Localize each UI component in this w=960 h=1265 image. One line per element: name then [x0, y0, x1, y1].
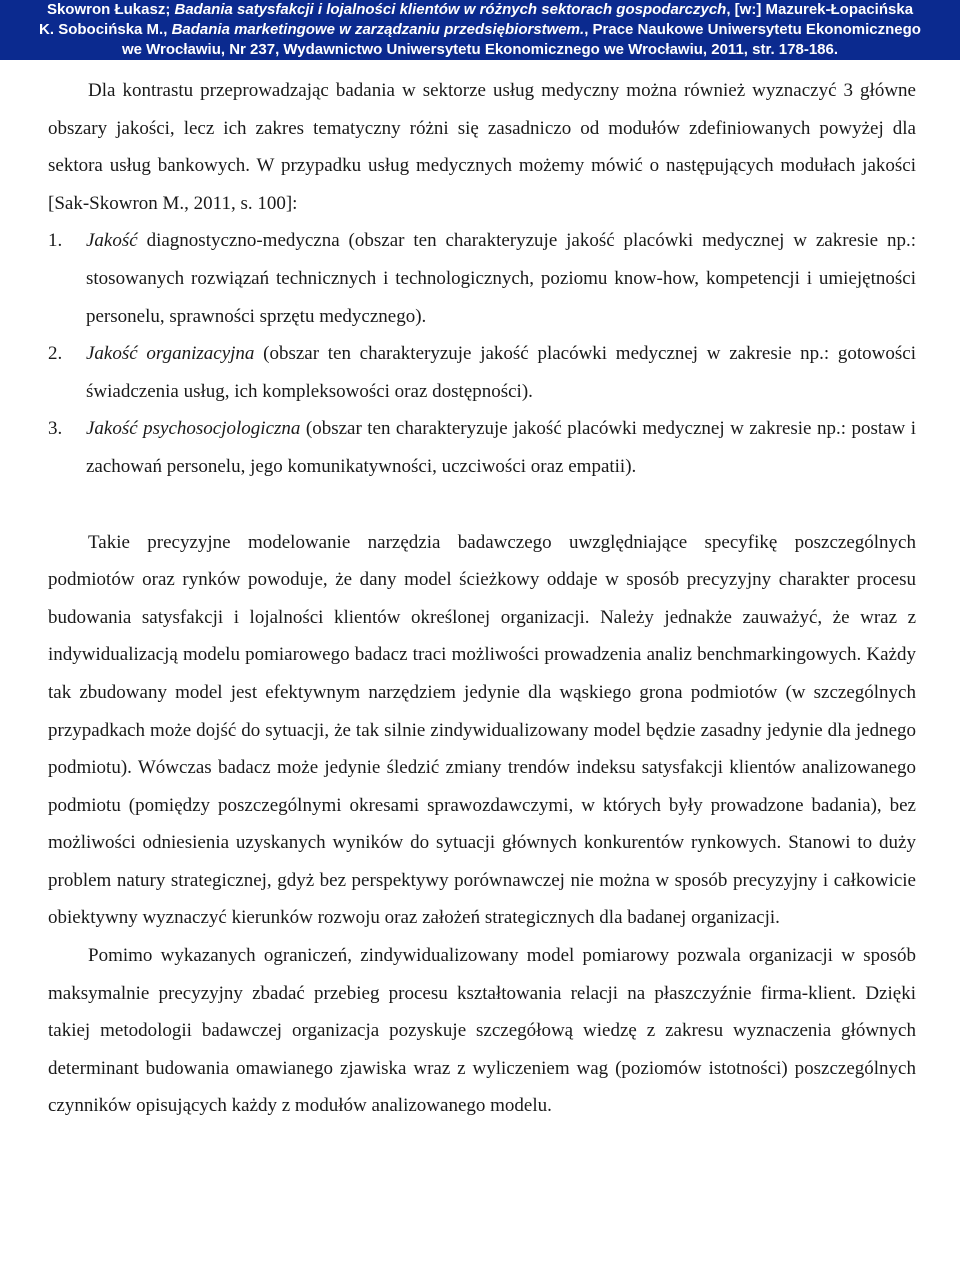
list-item: 1. Jakość diagnostyczno-medyczna (obszar ten charakteryzuje jakość placówki medycznej w zakresie np.: stosowanych rozwiązań technicznych i technologicznych, poziomu know-how, kompetencji i umiejętności personelu, sprawności sprzętu medycznego).: [48, 230, 916, 327]
list-item-term: Jakość: [86, 230, 138, 252]
citation-line-3: we Wrocławiu, Nr 237, Wydawnictwo Uniwersytetu Ekonomicznego we Wrocławiu, 2011, str. 178-186.: [121, 41, 839, 58]
quality-modules-list: [48, 222, 916, 485]
body-paragraph-3: Pomimo wykazanych ograniczeń, zindywidualizowany model pomiarowy pozwala organizacji w sposób maksymalnie precyzyjny zbadać przebieg procesu kształtowania relacji na płaszczyźnie firma-klient. Dzięki takiej metodologii badawczej organizacja pozyskuje szczegółową wiedzę z zakresu wyznaczenia głównych determinant budowania omawianego zjawiska wraz z wyliczeniem wag (poziomów istotności) poszczególnych czynników opisujących każdy z modułów analizowanego modelu.: [48, 945, 916, 1117]
list-item-term: Jakość psychosocjologiczna: [86, 418, 301, 440]
list-item-text: (obszar ten charakteryzuje jakość placówki medycznej w zakresie np.: gotowości świadczenia usług, ich kompleksowości oraz dostępności).: [86, 343, 917, 402]
citation-header: [0, 0, 960, 60]
spacer: [48, 486, 916, 524]
citation-line-1: Skowron Łukasz; Badania satysfakcji i lojalności klientów w różnych sektorach gospodarczych, [w:] Mazurek-Łopacińska: [46, 1, 914, 18]
list-item: 3. Jakość psychosocjologiczna (obszar ten charakteryzuje jakość placówki medycznej w zakresie np.: postaw i zachowań personelu, jego komunikatywności, uczciwości oraz empatii).: [48, 418, 917, 477]
list-item-text: (obszar ten charakteryzuje jakość placówki medycznej w zakresie np.: postaw i zachowań personelu, jego komunikatywności, uczciwości oraz empatii).: [86, 418, 917, 477]
intro-paragraph: Dla kontrastu przeprowadzając badania w sektorze usług medyczny można również wyznaczyć 3 główne obszary jakości, lecz ich zakres tematyczny różni się zasadniczo od modułów zdefiniowanych powyżej dla sektora usług bankowych. W przypadku usług medycznych możemy mówić o następujących modułach jakości [Sak-Skowron M., 2011, s. 100]:: [48, 80, 916, 214]
list-item: 2. Jakość organizacyjna (obszar ten charakteryzuje jakość placówki medycznej w zakresie np.: gotowości świadczenia usług, ich kompleksowości oraz dostępności).: [48, 343, 917, 402]
list-item-text: diagnostyczno-medyczna (obszar ten charakteryzuje jakość placówki medycznej w zakresie np.: stosowanych rozwiązań technicznych i technologicznych, poziomu know-how, kompetencji i umiejętności personelu, sprawności sprzętu medycznego).: [86, 230, 916, 327]
document-body: [48, 72, 916, 1125]
citation-line-2: K. Sobocińska M., Badania marketingowe w zarządzaniu przedsiębiorstwem., Prace Naukowe Uniwersytetu Ekonomicznego: [39, 21, 921, 38]
list-item-term: Jakość organizacyjna: [86, 343, 255, 365]
body-paragraph-2: Takie precyzyjne modelowanie narzędzia badawczego uwzględniające specyfikę poszczególnych podmiotów oraz rynków powoduje, że dany model ścieżkowy oddaje w sposób precyzyjny charakter procesu budowania satysfakcji i lojalności klientów określonej organizacji. Należy jednakże zauważyć, że wraz z indywidualizacją modelu pomiarowego badacz traci możliwości prowadzenia analiz benchmarkingowych. Każdy tak zbudowany model jest efektywnym narzędziem jedynie dla wąskiego grona podmiotów (w szczególnych przypadkach może dojść do sytuacji, że tak silnie zindywidualizowany model będzie zasadny jedynie dla jednego podmiotu). Wówczas badacz może jedynie śledzić zmiany trendów indeksu satysfakcji klientów analizowanego podmiotu (pomiędzy poszczególnymi okresami sprawozdawczymi, w których były prowadzone badania), bez możliwości odniesienia uzyskanych wyników do sytuacji głównych konkurentów rynkowych. Stanowi to duży problem natury strategicznej, gdyż bez perspektywy porównawczej nie można w sposób precyzyjny i całkowicie obiektywny wyznaczyć kierunków rozwoju oraz założeń strategicznych dla badanej organizacji.: [48, 531, 916, 929]
